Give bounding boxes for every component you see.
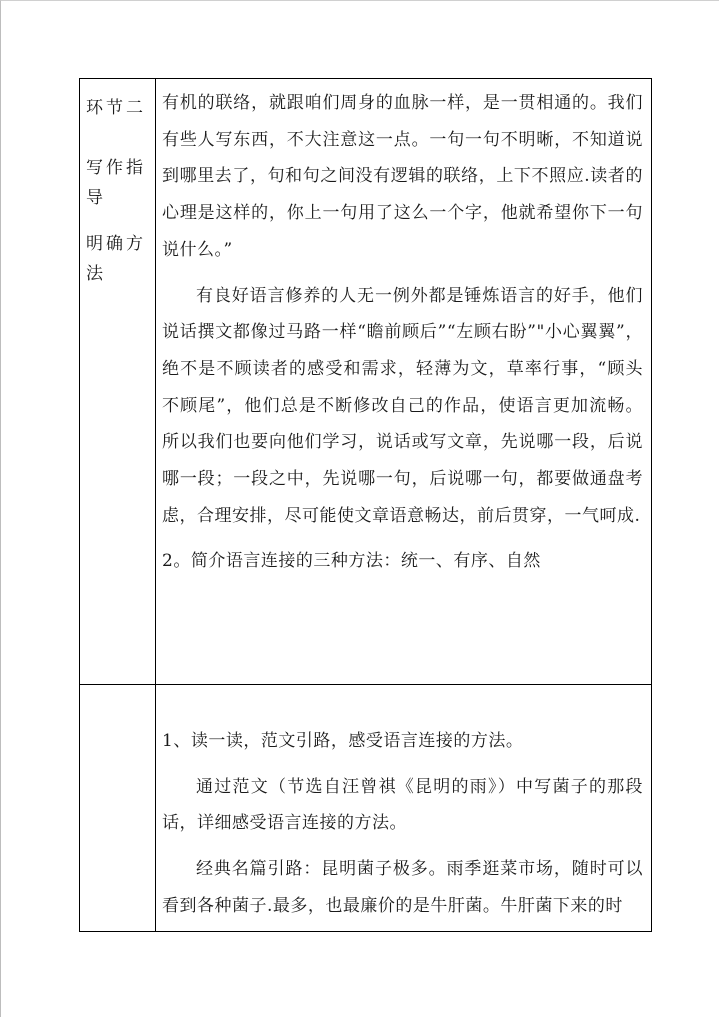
section1-content xyxy=(156,79,651,684)
section2-content xyxy=(156,685,651,931)
paragraph: 有机的联络，就跟咱们周身的血脉一样，是一贯相通的。我们有些人写东西，不大注意这一点。一句一句不明晰，不知道说到哪里去了，句和句之间没有逻辑的联络，上下不照应.读者的心理是这样的，你上一句用了这么一个字，他就希望你下一句说什么。” xyxy=(162,93,643,260)
lesson-plan-table xyxy=(79,78,652,932)
paragraph: 1、读一读，范文引路，感受语言连接的方法。 xyxy=(162,731,524,751)
stage-cell xyxy=(80,685,156,932)
stage-title-line2: 导 xyxy=(86,188,106,208)
paragraph: 经典名篇引路：昆明菌子极多。雨季逛菜市场，随时可以看到各种菌子.最多，也最廉价的是牛肝菌。牛肝菌下来的时 xyxy=(162,859,643,916)
paragraph: 2。简介语言连接的三种方法：统一、有序、自然 xyxy=(162,551,541,572)
paragraph: 通过范文（节选自汪曾祺《昆明的雨》）中写菌子的那段话，详细感受语言连接的方法。 xyxy=(162,776,643,834)
stage-title-line3: 明确方 xyxy=(86,234,146,254)
table-row xyxy=(80,79,652,685)
table-row xyxy=(80,685,652,932)
stage-title-line1: 写作指 xyxy=(86,158,146,178)
stage-title-line4: 法 xyxy=(86,264,106,284)
paragraph: 有良好语言修养的人无一例外都是锤炼语言的好手，他们说话撰文都像过马路一样“瞻前顾后”“左顾右盼”"小心翼翼”，绝不是不顾读者的感受和需求，轻薄为文，草率行事，“顾头不顾尾”，他们总是不断修改自己的作品，使语言更加流畅。所以我们也要向他们学习，说话或写文章，先说哪一段，后说哪一段；一段之中，先说哪一句，后说哪一句，都要做通盘考虑，合理安排，尽可能使文章语意畅达，前后贯穿，一气呵成. xyxy=(162,285,643,526)
stage-cell xyxy=(80,79,156,685)
content-cell xyxy=(156,79,652,685)
stage-name: 环节二 xyxy=(86,98,146,118)
content-cell xyxy=(156,685,652,932)
stage-label xyxy=(80,79,155,684)
